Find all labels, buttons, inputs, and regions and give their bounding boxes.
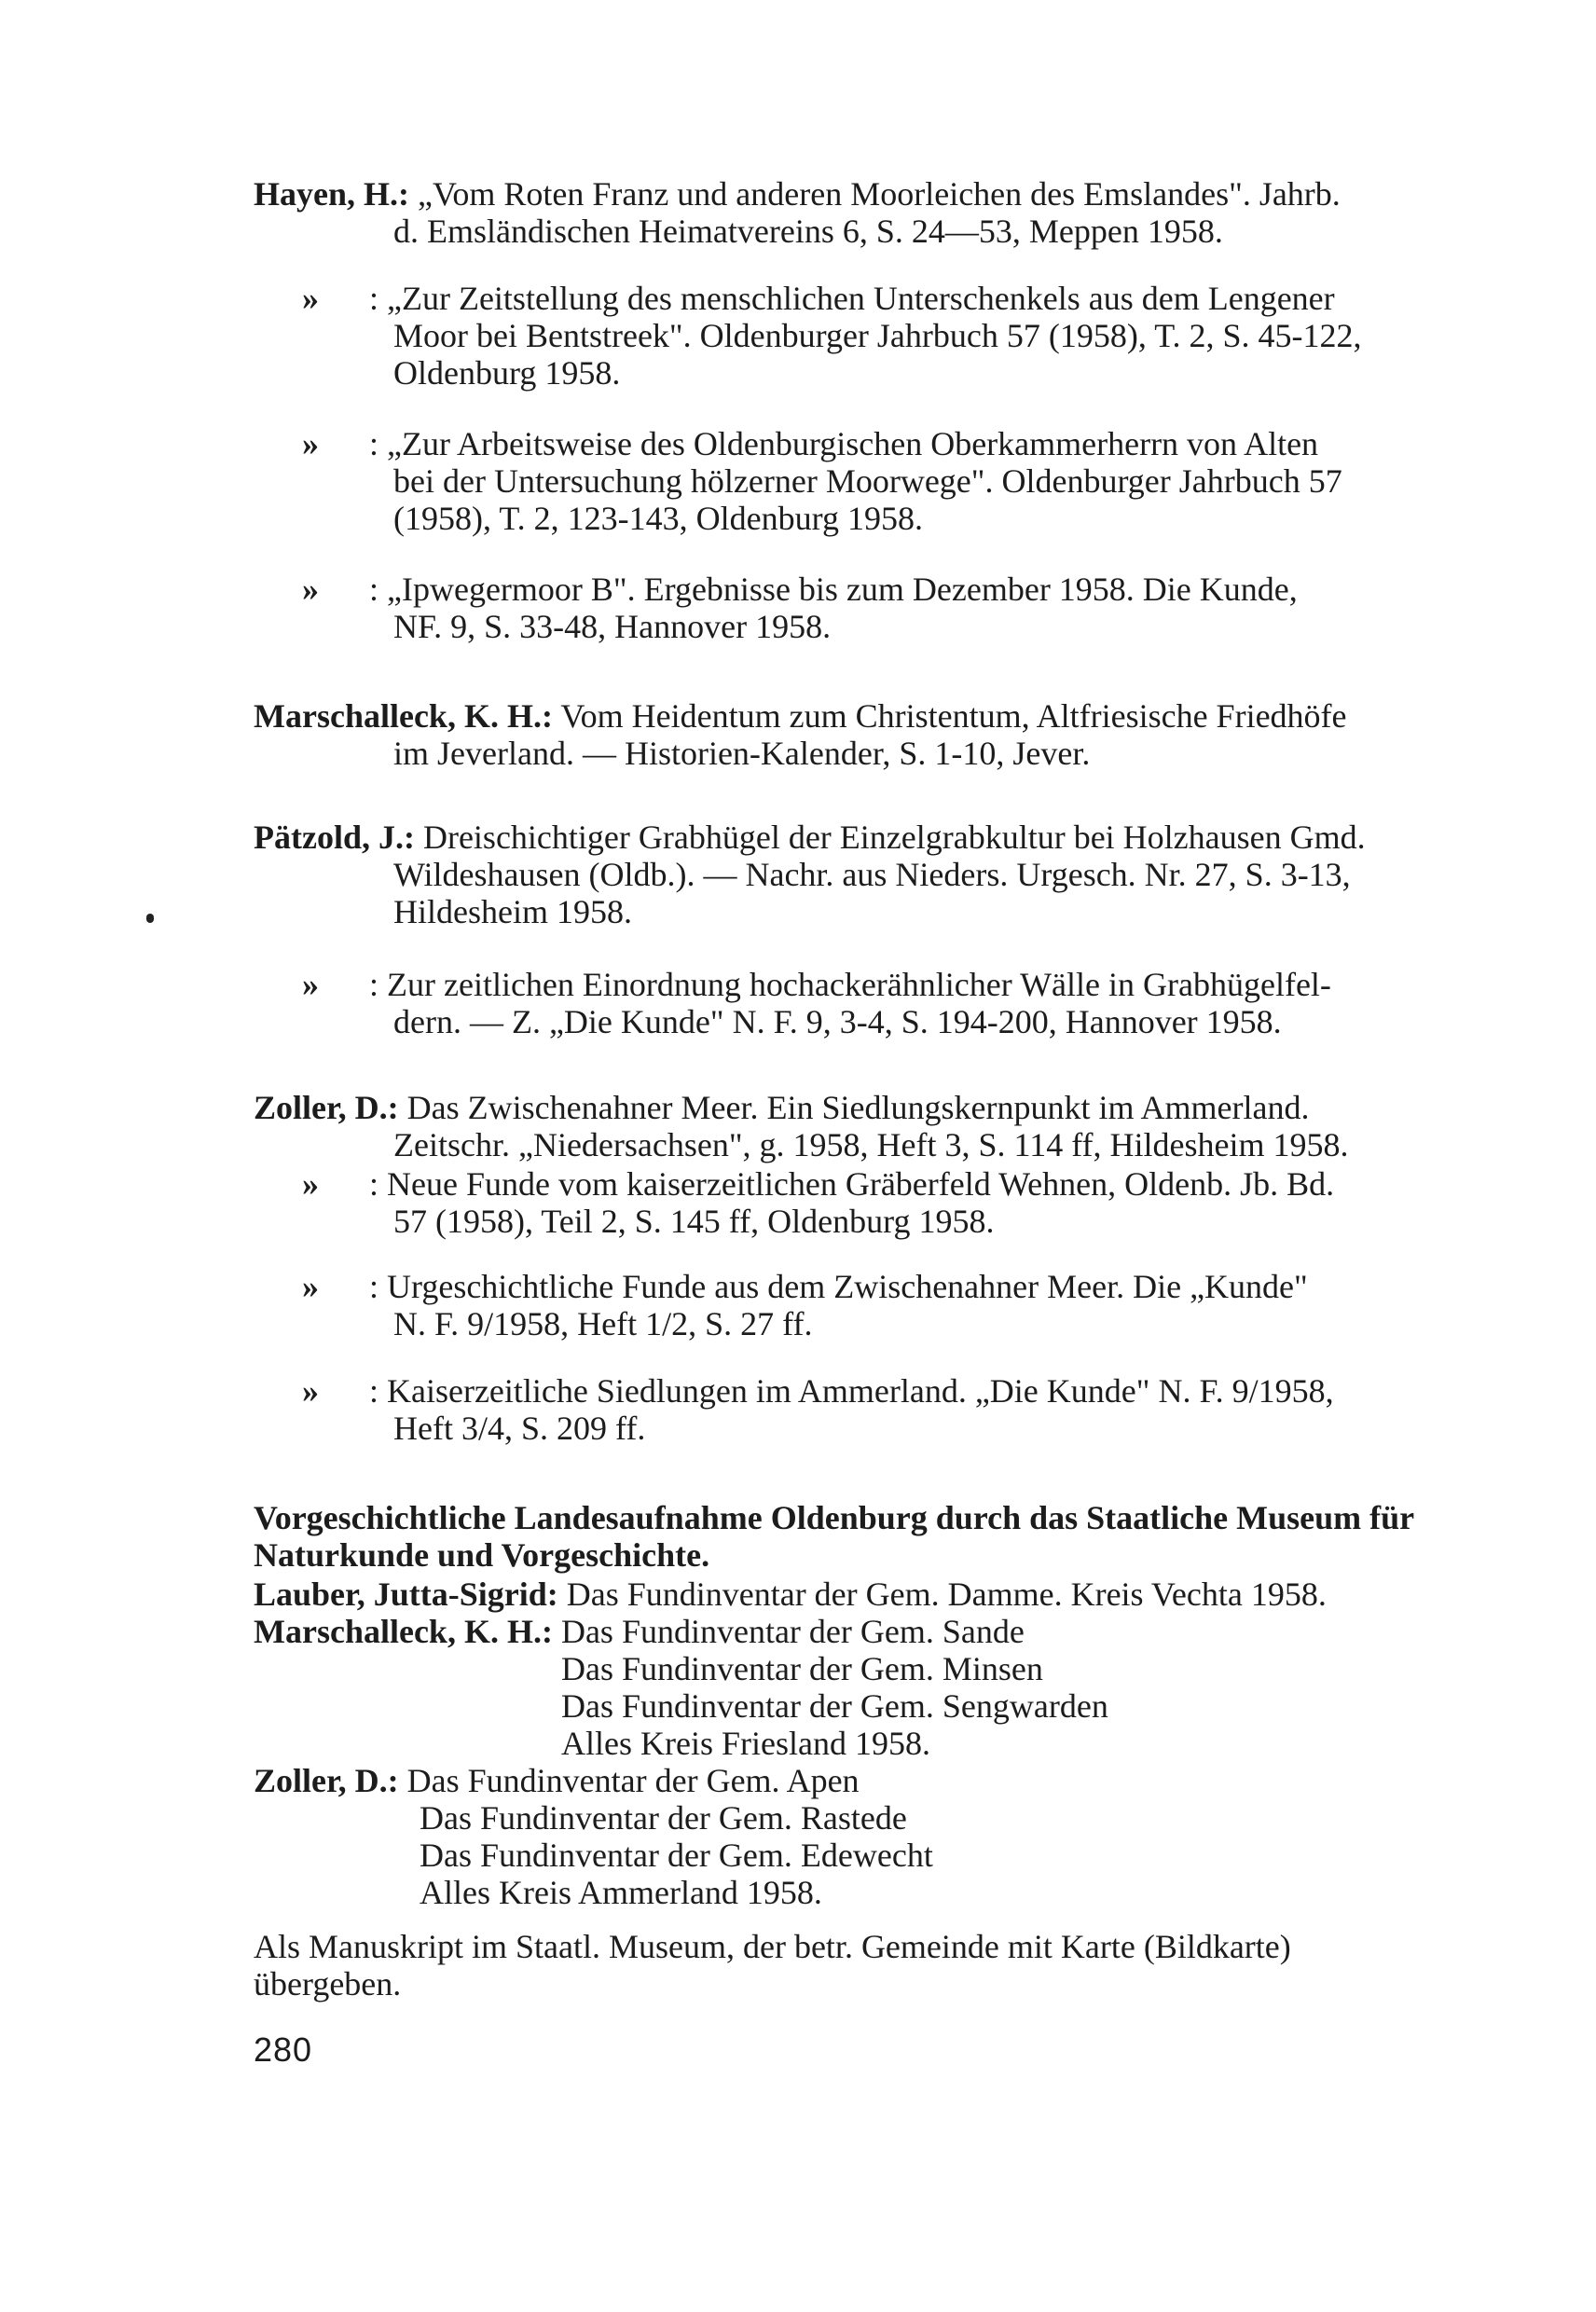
entry-author: Zoller, D.: xyxy=(254,1089,399,1126)
inventory-author: Zoller, D.: xyxy=(254,1762,399,1799)
entry-text: im Jeverland. — Historien-Kalender, S. 1-10, Jever. xyxy=(393,735,1091,772)
inventory-text: Alles Kreis Friesland 1958. xyxy=(561,1725,930,1762)
inventory-author: Lauber, Jutta-Sigrid: xyxy=(254,1576,558,1613)
inventory-text: Das Fundinventar der Gem. Damme. Kreis Vechta 1958. xyxy=(566,1576,1327,1613)
closing-note-line: übergeben. xyxy=(254,1965,402,2002)
entry-text: Dreischichtiger Grabhügel der Einzelgrabkultur bei Holzhausen Gmd. xyxy=(422,819,1366,856)
entry-text: d. Emsländischen Heimatvereins 6, S. 24—53, Meppen 1958. xyxy=(393,213,1223,250)
inventory-text: Das Fundinventar der Gem. Sande xyxy=(560,1613,1025,1650)
ditto-mark: » xyxy=(302,1165,319,1203)
bibliography-entry xyxy=(254,175,1439,250)
ditto-mark: » xyxy=(302,571,319,608)
inventory-list xyxy=(254,1576,1327,1911)
bibliography-entry xyxy=(302,280,1439,392)
bibliography-entry xyxy=(302,1268,1439,1342)
entry-text: : Zur zeitlichen Einordnung hochackerähnlicher Wälle in Grabhügelfel- xyxy=(369,966,1331,1003)
inventory-author: Marschalleck, K. H.: xyxy=(254,1613,553,1650)
inventory-text: Alles Kreis Ammerland 1958. xyxy=(420,1874,822,1911)
section-heading-line: Naturkunde und Vorgeschichte. xyxy=(254,1536,710,1574)
entry-text: : „Zur Arbeitsweise des Oldenburgischen Oberkammerherrn von Alten xyxy=(369,425,1319,462)
closing-note-line: Als Manuskript im Staatl. Museum, der betr. Gemeinde mit Karte (Bildkarte) xyxy=(254,1928,1291,1965)
bibliography-entry xyxy=(302,1372,1439,1447)
entry-text: : „Ipwegermoor B". Ergebnisse bis zum Dezember 1958. Die Kunde, xyxy=(369,571,1298,608)
entry-text: 57 (1958), Teil 2, S. 145 ff, Oldenburg 1958. xyxy=(393,1203,995,1240)
entry-text: (1958), T. 2, 123-143, Oldenburg 1958. xyxy=(393,500,923,537)
ditto-mark: » xyxy=(302,966,319,1003)
entry-text: Zeitschr. „Niedersachsen", g. 1958, Heft 3, S. 114 ff, Hildesheim 1958. xyxy=(393,1126,1349,1163)
ditto-mark: » xyxy=(302,425,319,462)
bibliography-entry xyxy=(254,697,1439,772)
entry-text: Moor bei Bentstreek". Oldenburger Jahrbuch 57 (1958), T. 2, S. 45-122, xyxy=(393,317,1362,354)
entry-text: : Urgeschichtliche Funde aus dem Zwischenahner Meer. Die „Kunde" xyxy=(369,1268,1308,1305)
entry-text: Heft 3/4, S. 209 ff. xyxy=(393,1410,646,1447)
bibliography-entry xyxy=(302,571,1439,645)
bibliography-entry xyxy=(302,425,1439,537)
list-item xyxy=(254,1762,1327,1799)
inventory-text: Das Fundinventar der Gem. Rastede xyxy=(420,1799,907,1837)
entry-text: NF. 9, S. 33-48, Hannover 1958. xyxy=(393,608,832,645)
bibliography-entry xyxy=(254,1089,1439,1163)
entry-text: Wildeshausen (Oldb.). — Nachr. aus Nieders. Urgesch. Nr. 27, S. 3-13, xyxy=(393,856,1351,893)
section-heading-line: Vorgeschichtliche Landesaufnahme Oldenburg durch das Staatliche Museum für xyxy=(254,1499,1415,1536)
entry-author: Pätzold, J.: xyxy=(254,819,415,856)
entry-text: Hildesheim 1958. xyxy=(393,893,632,930)
closing-note xyxy=(254,1928,1291,2002)
entry-text: N. F. 9/1958, Heft 1/2, S. 27 ff. xyxy=(393,1305,813,1342)
entry-text: : Neue Funde vom kaiserzeitlichen Gräberfeld Wehnen, Oldenb. Jb. Bd. xyxy=(369,1165,1335,1203)
section-heading xyxy=(254,1499,1414,1574)
inventory-text: Das Fundinventar der Gem. Apen xyxy=(406,1762,860,1799)
entry-text: dern. — Z. „Die Kunde" N. F. 9, 3-4, S. 194-200, Hannover 1958. xyxy=(393,1003,1282,1040)
margin-bullet xyxy=(146,914,154,923)
list-item xyxy=(254,1576,1327,1613)
inventory-text: Das Fundinventar der Gem. Edewecht xyxy=(420,1837,933,1874)
inventory-text: Das Fundinventar der Gem. Minsen xyxy=(561,1650,1043,1687)
inventory-text: Das Fundinventar der Gem. Sengwarden xyxy=(561,1687,1108,1725)
entry-author: Marschalleck, K. H.: xyxy=(254,697,553,735)
list-item xyxy=(254,1613,1327,1650)
entry-text: Vom Heidentum zum Christentum, Altfriesische Friedhöfe xyxy=(560,697,1347,735)
ditto-mark: » xyxy=(302,280,319,317)
bibliography-entry xyxy=(302,1165,1439,1240)
entry-text: bei der Untersuchung hölzerner Moorwege". Oldenburger Jahrbuch 57 xyxy=(393,462,1342,500)
ditto-mark: » xyxy=(302,1268,319,1305)
ditto-mark: » xyxy=(302,1372,319,1410)
entry-author: Hayen, H.: xyxy=(254,175,409,213)
entry-text: : „Zur Zeitstellung des menschlichen Unterschenkels aus dem Lengener xyxy=(369,280,1335,317)
entry-text: : Kaiserzeitliche Siedlungen im Ammerland. „Die Kunde" N. F. 9/1958, xyxy=(369,1372,1334,1410)
entry-text: Das Zwischenahner Meer. Ein Siedlungskernpunkt im Ammerland. xyxy=(406,1089,1310,1126)
entry-text: „Vom Roten Franz und anderen Moorleichen des Emslandes". Jahrb. xyxy=(418,175,1341,213)
entry-text: Oldenburg 1958. xyxy=(393,354,621,392)
bibliography-entry xyxy=(254,819,1439,930)
bibliography-entry xyxy=(302,966,1439,1040)
page-number: 280 xyxy=(254,2030,313,2069)
